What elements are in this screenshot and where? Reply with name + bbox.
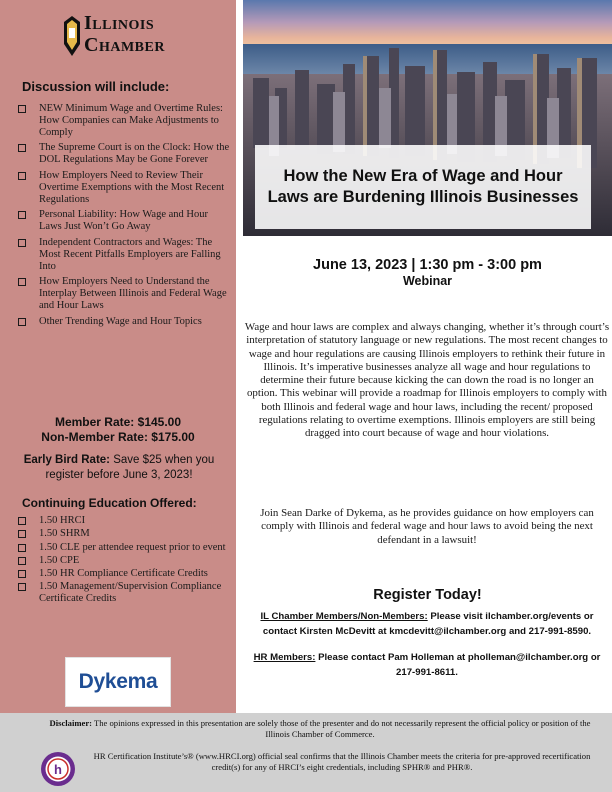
ce-item [16, 528, 230, 540]
checkbox-icon [18, 278, 26, 286]
early-bird-label: Early Bird Rate: [23, 454, 111, 466]
checkbox-icon [18, 530, 26, 538]
discussion-heading: Discussion will include: [22, 79, 170, 94]
checkbox-icon [18, 239, 26, 247]
ce-text: 1.50 Management/Supervision Compliance Certificate Credits [39, 581, 222, 605]
hr-members-text: Please contact Pam Holleman at pholleman@ilchamber.org or 217-991-8611. [318, 652, 601, 678]
chamber-emblem-icon [62, 14, 82, 58]
member-rate: Member Rate: $145.00 [54, 415, 182, 429]
topic-item [16, 316, 230, 328]
checkbox-icon [18, 211, 26, 219]
ce-item [16, 515, 230, 527]
event-date-time: June 13, 2023 | 1:30 pm - 3:00 pm [313, 257, 542, 273]
logo-line2: Chamber [84, 34, 165, 56]
ce-item [16, 568, 230, 580]
hrci-seal-icon [40, 751, 76, 787]
members-label: IL Chamber Members/Non-Members: [260, 611, 428, 622]
hrci-seal-letter: h [54, 762, 62, 777]
topic-item [16, 142, 230, 166]
topic-text: Independent Contractors and Wages: The Most Recent Pitfalls Employers are Falling Into [39, 236, 221, 272]
speaker-paragraph: Join Sean Darke of Dykema, as he provides guidance on how employers can comply with Illinois and federal wage and hour laws to avoid being the next defendant in a lawsuit! [260, 507, 594, 546]
topic-item [16, 276, 230, 311]
disclaimer-text: The opinions expressed in this presentation are solely those of the presenter and do not necessarily represent the official policy or position of the Illinois Chamber of Commerce. [94, 718, 591, 739]
ce-item [16, 555, 230, 567]
checkbox-icon [18, 318, 26, 326]
ce-text: 1.50 HR Compliance Certificate Credits [39, 568, 208, 580]
checkbox-icon [18, 105, 26, 113]
checkbox-icon [18, 570, 26, 578]
checkbox-icon [18, 583, 26, 591]
early-bird-text: Save $25 when you register before June 3, 2023! [45, 454, 215, 481]
checkbox-icon [18, 517, 26, 525]
ce-heading: Continuing Education Offered: [22, 496, 197, 510]
register-heading: Register Today! [373, 587, 482, 603]
ce-text: 1.50 HRCI [39, 515, 86, 526]
topic-item [16, 237, 230, 272]
members-contact [244, 609, 610, 639]
checkbox-icon [18, 557, 26, 565]
logo-line1: Illinois [84, 12, 155, 34]
disclaimer [40, 718, 600, 740]
non-member-rate: Non-Member Rate: $175.00 [41, 430, 195, 444]
topics-list [16, 103, 230, 332]
topic-item [16, 170, 230, 205]
ce-text: 1.50 CLE per attendee request prior to event [39, 541, 226, 553]
ce-text: 1.50 CPE [39, 554, 80, 566]
event-format: Webinar [402, 274, 453, 288]
ce-list [16, 515, 230, 607]
ce-item [16, 542, 230, 554]
description-paragraph: Wage and hour laws are complex and always changing, whether it’s through court’s interpretation of statutory language or new regulations. The most recent changes to wage and hour regulations are causing Illinois employers to rethink their future in Illinois. It’s imperative businesses analyze all wage and hour regulations to determine their future because kicking the can down the road is no longer an option. This webinar will provide a roadmap for Illinois employers to comply with both Illinois and federal wage and hour laws, including the recent/ proposed regulations relating to overtime exemptions. Illinois employers are still being dragged into court because of wage and hour violations. [244, 321, 610, 440]
checkbox-icon [18, 144, 26, 152]
hrci-statement: HR Certification Institute’s® (www.HRCI.org) official seal confirms that the Illinois Chamber meets the criteria for pre-approved recertification credit(s) for any of HRCI’s eight credentials, including SPHR® and PHR®. [93, 751, 591, 772]
disclaimer-label: Disclaimer: [49, 718, 92, 728]
topic-text: NEW Minimum Wage and Overtime Rules: How Companies can Make Adjustments to Comply [39, 103, 223, 138]
checkbox-icon [18, 172, 26, 180]
logo-text [84, 12, 165, 56]
topic-text: Personal Liability: How Wage and Hour Laws Just Won’t Go Away [39, 209, 208, 233]
topic-text: How Employers Need to Review Their Overtime Exemptions with the Most Recent Regulations [39, 169, 225, 205]
topic-item [16, 103, 230, 138]
early-bird-rate [4, 453, 234, 483]
illinois-chamber-logo [62, 12, 182, 62]
event-title: How the New Era of Wage and Hour Laws are Burdening Illinois Businesses [267, 167, 579, 206]
ce-text: 1.50 SHRM [39, 528, 90, 540]
rates [0, 415, 236, 445]
topic-text: How Employers Need to Understand the Interplay Between Illinois and Federal Wage and Hour Laws [39, 276, 227, 311]
topic-text: Other Trending Wage and Hour Topics [39, 315, 202, 327]
topic-item [16, 209, 230, 233]
event-title-box [255, 145, 591, 229]
checkbox-icon [18, 544, 26, 552]
topic-text: The Supreme Court is on the Clock: How the DOL Regulations May be Gone Forever [39, 142, 230, 166]
members-text: Please visit ilchamber.org/events or contact Kirsten McDevitt at kmcdevitt@ilchamber.org and 217-991-8590. [262, 611, 594, 637]
hr-members-label: HR Members: [253, 652, 316, 663]
hr-members-contact [244, 650, 610, 680]
dykema-logo: Dykema [65, 657, 171, 707]
ce-item [16, 581, 230, 605]
